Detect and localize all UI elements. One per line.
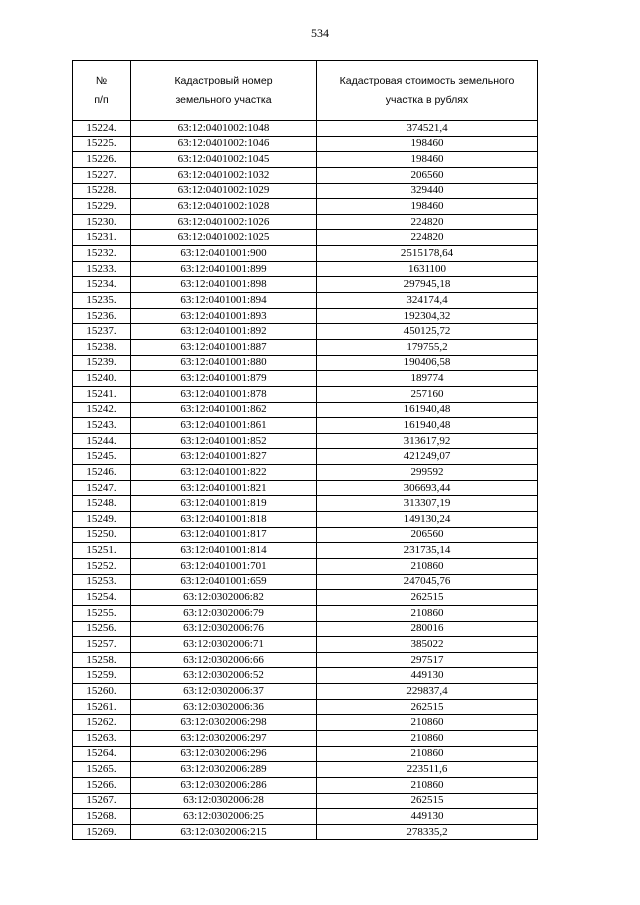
cadastral-number-cell: 63:12:0401001:814 (131, 543, 317, 559)
cadastral-number-cell: 63:12:0401001:879 (131, 371, 317, 387)
table-row (73, 715, 538, 731)
table-row (73, 543, 538, 559)
cadastral-number-cell: 63:12:0401002:1028 (131, 199, 317, 215)
cadastral-number-cell: 63:12:0302006:28 (131, 793, 317, 809)
row-number-cell: 15233. (73, 261, 131, 277)
cadastral-number-cell: 63:12:0302006:52 (131, 668, 317, 684)
cadastral-number-cell: 63:12:0302006:296 (131, 746, 317, 762)
cadastral-value-cell: 262515 (317, 793, 538, 809)
cadastral-number-cell: 63:12:0401002:1025 (131, 230, 317, 246)
cadastral-value-cell: 210860 (317, 730, 538, 746)
table-row (73, 558, 538, 574)
table-row (73, 167, 538, 183)
cadastral-number-cell: 63:12:0401001:817 (131, 527, 317, 543)
header-cadastral-number-line2: земельного участка (175, 93, 272, 106)
row-number-cell: 15257. (73, 637, 131, 653)
header-row-number-line1: № (95, 74, 108, 87)
row-number-cell: 15243. (73, 418, 131, 434)
row-number-cell: 15252. (73, 558, 131, 574)
cadastral-number-cell: 63:12:0401001:894 (131, 293, 317, 309)
cadastral-value-cell: 231735,14 (317, 543, 538, 559)
row-number-cell: 15239. (73, 355, 131, 371)
cadastral-value-cell: 297945,18 (317, 277, 538, 293)
cadastral-number-cell: 63:12:0302006:36 (131, 699, 317, 715)
row-number-cell: 15228. (73, 183, 131, 199)
row-number-cell: 15250. (73, 527, 131, 543)
cadastral-value-cell: 262515 (317, 590, 538, 606)
cadastral-number-cell: 63:12:0302006:297 (131, 730, 317, 746)
cadastral-number-cell: 63:12:0401001:852 (131, 433, 317, 449)
cadastral-number-cell: 63:12:0302006:79 (131, 605, 317, 621)
table-row (73, 496, 538, 512)
header-cadastral-number-line1: Кадастровый номер (174, 74, 273, 87)
cadastral-number-cell: 63:12:0401001:861 (131, 418, 317, 434)
table-row (73, 512, 538, 528)
table-row (73, 293, 538, 309)
table-row (73, 605, 538, 621)
row-number-cell: 15234. (73, 277, 131, 293)
cadastral-number-cell: 63:12:0401001:659 (131, 574, 317, 590)
cadastral-number-cell: 63:12:0401001:819 (131, 496, 317, 512)
row-number-cell: 15268. (73, 809, 131, 825)
cadastral-value-cell: 149130,24 (317, 512, 538, 528)
cadastral-value-cell: 179755,2 (317, 339, 538, 355)
table-row (73, 746, 538, 762)
cadastral-number-cell: 63:12:0302006:71 (131, 637, 317, 653)
cadastral-number-cell: 63:12:0302006:215 (131, 824, 317, 840)
header-cadastral-value (317, 61, 538, 121)
cadastral-value-cell: 198460 (317, 136, 538, 152)
table-row (73, 308, 538, 324)
header-cadastral-value-line2: участка в рублях (385, 93, 469, 106)
row-number-cell: 15253. (73, 574, 131, 590)
cadastral-value-cell: 421249,07 (317, 449, 538, 465)
cadastral-number-cell: 63:12:0401002:1026 (131, 214, 317, 230)
table-row (73, 684, 538, 700)
cadastral-number-cell: 63:12:0302006:82 (131, 590, 317, 606)
table-row (73, 590, 538, 606)
table-row (73, 449, 538, 465)
row-number-cell: 15247. (73, 480, 131, 496)
cadastral-value-cell: 210860 (317, 715, 538, 731)
table-row (73, 261, 538, 277)
row-number-cell: 15265. (73, 762, 131, 778)
cadastral-number-cell: 63:12:0401001:862 (131, 402, 317, 418)
cadastral-number-cell: 63:12:0302006:66 (131, 652, 317, 668)
table-row (73, 183, 538, 199)
cadastral-number-cell: 63:12:0401002:1048 (131, 121, 317, 137)
table-row (73, 433, 538, 449)
row-number-cell: 15241. (73, 386, 131, 402)
cadastral-value-cell: 450125,72 (317, 324, 538, 340)
cadastral-value-cell: 210860 (317, 777, 538, 793)
page-number: 534 (311, 26, 329, 40)
cadastral-value-cell: 198460 (317, 152, 538, 168)
cadastral-number-cell: 63:12:0302006:289 (131, 762, 317, 778)
row-number-cell: 15256. (73, 621, 131, 637)
table-row (73, 136, 538, 152)
cadastral-value-cell: 161940,48 (317, 402, 538, 418)
row-number-cell: 15249. (73, 512, 131, 528)
row-number-cell: 15261. (73, 699, 131, 715)
cadastral-value-cell: 229837,4 (317, 684, 538, 700)
cadastral-value-cell: 449130 (317, 668, 538, 684)
cadastral-value-cell: 297517 (317, 652, 538, 668)
table-row (73, 339, 538, 355)
table-row (73, 730, 538, 746)
table-row (73, 637, 538, 653)
cadastral-value-cell: 210860 (317, 746, 538, 762)
row-number-cell: 15245. (73, 449, 131, 465)
cadastral-number-cell: 63:12:0401001:892 (131, 324, 317, 340)
table-row (73, 386, 538, 402)
cadastral-number-cell: 63:12:0401001:893 (131, 308, 317, 324)
cadastral-number-cell: 63:12:0302006:76 (131, 621, 317, 637)
table-row (73, 480, 538, 496)
table-row (73, 199, 538, 215)
row-number-cell: 15240. (73, 371, 131, 387)
row-number-cell: 15269. (73, 824, 131, 840)
cadastral-value-cell: 210860 (317, 605, 538, 621)
cadastral-value-cell: 161940,48 (317, 418, 538, 434)
cadastral-number-cell: 63:12:0401001:900 (131, 246, 317, 262)
header-cadastral-value-line1: Кадастровая стоимость земельного (339, 74, 515, 87)
row-number-cell: 15224. (73, 121, 131, 137)
table-row (73, 214, 538, 230)
table-row (73, 824, 538, 840)
row-number-cell: 15237. (73, 324, 131, 340)
row-number-cell: 15255. (73, 605, 131, 621)
cadastral-value-cell: 224820 (317, 214, 538, 230)
row-number-cell: 15263. (73, 730, 131, 746)
cadastral-value-cell: 278335,2 (317, 824, 538, 840)
cadastral-value-table (72, 60, 538, 840)
cadastral-number-cell: 63:12:0302006:286 (131, 777, 317, 793)
cadastral-value-cell: 280016 (317, 621, 538, 637)
row-number-cell: 15264. (73, 746, 131, 762)
cadastral-number-cell: 63:12:0401001:822 (131, 465, 317, 481)
table-row (73, 246, 538, 262)
table-row (73, 418, 538, 434)
row-number-cell: 15236. (73, 308, 131, 324)
cadastral-number-cell: 63:12:0401001:827 (131, 449, 317, 465)
row-number-cell: 15246. (73, 465, 131, 481)
header-row-number-line2: п/п (94, 93, 109, 106)
cadastral-value-cell: 329440 (317, 183, 538, 199)
table-row (73, 793, 538, 809)
table-row (73, 355, 538, 371)
cadastral-value-cell: 206560 (317, 527, 538, 543)
cadastral-value-cell: 257160 (317, 386, 538, 402)
cadastral-value-cell: 313307,19 (317, 496, 538, 512)
row-number-cell: 15225. (73, 136, 131, 152)
table-row (73, 762, 538, 778)
cadastral-number-cell: 63:12:0401001:701 (131, 558, 317, 574)
table-row (73, 668, 538, 684)
cadastral-number-cell: 63:12:0302006:25 (131, 809, 317, 825)
table-row (73, 574, 538, 590)
row-number-cell: 15259. (73, 668, 131, 684)
row-number-cell: 15242. (73, 402, 131, 418)
cadastral-number-cell: 63:12:0302006:298 (131, 715, 317, 731)
table-row (73, 809, 538, 825)
cadastral-number-cell: 63:12:0401001:818 (131, 512, 317, 528)
table-body (73, 121, 538, 840)
row-number-cell: 15262. (73, 715, 131, 731)
cadastral-value-cell: 1631100 (317, 261, 538, 277)
table-row (73, 324, 538, 340)
cadastral-value-cell: 449130 (317, 809, 538, 825)
table-row (73, 527, 538, 543)
row-number-cell: 15238. (73, 339, 131, 355)
row-number-cell: 15235. (73, 293, 131, 309)
cadastral-value-cell: 262515 (317, 699, 538, 715)
row-number-cell: 15230. (73, 214, 131, 230)
cadastral-value-cell: 192304,32 (317, 308, 538, 324)
table-row (73, 277, 538, 293)
table-row (73, 699, 538, 715)
table-row (73, 777, 538, 793)
cadastral-number-cell: 63:12:0401001:821 (131, 480, 317, 496)
cadastral-value-cell: 190406,58 (317, 355, 538, 371)
cadastral-value-cell: 198460 (317, 199, 538, 215)
table-row (73, 121, 538, 137)
cadastral-value-cell: 306693,44 (317, 480, 538, 496)
table-row (73, 371, 538, 387)
row-number-cell: 15251. (73, 543, 131, 559)
row-number-cell: 15229. (73, 199, 131, 215)
cadastral-value-cell: 210860 (317, 558, 538, 574)
table-row (73, 652, 538, 668)
row-number-cell: 15244. (73, 433, 131, 449)
row-number-cell: 15231. (73, 230, 131, 246)
table-header-row (73, 61, 538, 121)
row-number-cell: 15260. (73, 684, 131, 700)
cadastral-value-cell: 385022 (317, 637, 538, 653)
cadastral-value-cell: 223511,6 (317, 762, 538, 778)
cadastral-number-cell: 63:12:0401002:1029 (131, 183, 317, 199)
cadastral-number-cell: 63:12:0401001:880 (131, 355, 317, 371)
cadastral-value-cell: 313617,92 (317, 433, 538, 449)
cadastral-value-cell: 224820 (317, 230, 538, 246)
cadastral-value-cell: 2515178,64 (317, 246, 538, 262)
header-cadastral-number (131, 61, 317, 121)
cadastral-number-cell: 63:12:0401002:1046 (131, 136, 317, 152)
table-row (73, 465, 538, 481)
cadastral-value-cell: 374521,4 (317, 121, 538, 137)
table-row (73, 621, 538, 637)
cadastral-number-cell: 63:12:0401002:1045 (131, 152, 317, 168)
cadastral-number-cell: 63:12:0401001:887 (131, 339, 317, 355)
cadastral-value-cell: 299592 (317, 465, 538, 481)
table-row (73, 152, 538, 168)
cadastral-value-cell: 189774 (317, 371, 538, 387)
row-number-cell: 15248. (73, 496, 131, 512)
cadastral-value-cell: 247045,76 (317, 574, 538, 590)
cadastral-value-cell: 324174,4 (317, 293, 538, 309)
cadastral-number-cell: 63:12:0401001:899 (131, 261, 317, 277)
header-row-number (73, 61, 131, 121)
cadastral-number-cell: 63:12:0401001:878 (131, 386, 317, 402)
row-number-cell: 15266. (73, 777, 131, 793)
row-number-cell: 15267. (73, 793, 131, 809)
row-number-cell: 15254. (73, 590, 131, 606)
cadastral-number-cell: 63:12:0401001:898 (131, 277, 317, 293)
table-row (73, 230, 538, 246)
cadastral-number-cell: 63:12:0401002:1032 (131, 167, 317, 183)
row-number-cell: 15226. (73, 152, 131, 168)
table-row (73, 402, 538, 418)
row-number-cell: 15227. (73, 167, 131, 183)
cadastral-value-cell: 206560 (317, 167, 538, 183)
row-number-cell: 15232. (73, 246, 131, 262)
row-number-cell: 15258. (73, 652, 131, 668)
cadastral-number-cell: 63:12:0302006:37 (131, 684, 317, 700)
